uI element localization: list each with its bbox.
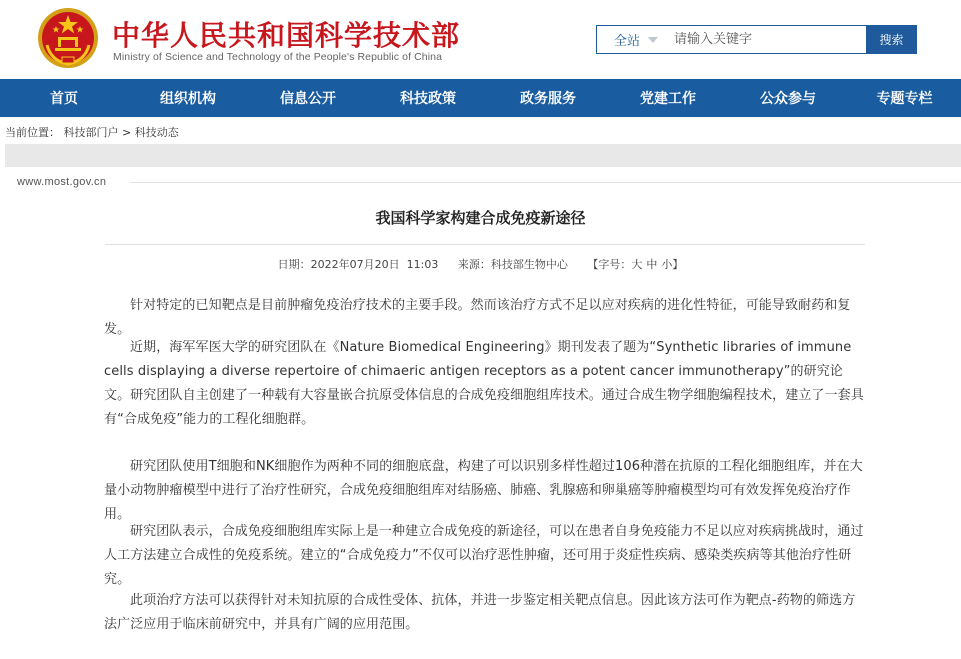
date-label: 日期： [277,258,311,271]
breadcrumb-link-portal[interactable]: 科技部门户 [63,126,119,139]
article-date [278,258,439,271]
nav-item-info-disclosure[interactable]: 信息公开 [280,91,336,107]
font-size-large-link[interactable]: 大 [631,258,643,271]
site-url-watermark: www.most.gov.cn [17,176,107,188]
site-header [0,0,961,79]
nav-item-party-building[interactable]: 党建工作 [640,91,696,107]
source-value: 科技部生物中心 [490,258,568,271]
divider [130,182,961,183]
search-button[interactable]: 搜索 [866,25,917,54]
search-scope-select[interactable] [596,25,667,54]
breadcrumb-link-news[interactable]: 科技动态 [134,126,179,139]
font-size-label: 【字号： [587,258,632,271]
font-size-end: 】 [672,258,684,271]
site-name-cn[interactable]: 中华人民共和国科学技术部 [112,19,461,52]
article-paragraph: 研究团队表示，合成免疫细胞组库实际上是一种建立合成免疫的新途径，可以在患者自身免疫能力不足以应对疾病挑战时，通过人工方法建立合成性的免疫系统。建立的“合成免疫力”不仅可以治疗恶性肿瘤，还可用于炎症性疾病、感染类疾病等其他治疗性研究。 [104,524,864,587]
font-size-medium-link[interactable]: 中 [646,258,658,271]
nav-item-organization[interactable]: 组织机构 [160,91,216,107]
font-size-control [587,258,683,271]
breadcrumb-separator: > [122,126,132,139]
nav-item-public-participation[interactable]: 公众参与 [760,91,816,107]
site-name-en: Ministry of Science and Technology of the People's Republic of China [113,51,443,63]
chevron-down-icon [648,37,658,43]
article-paragraph: 针对特定的已知靶点是目前肿瘤免疫治疗技术的主要手段。然而该治疗方式不足以应对疾病的进化性特征，可能导致耐药和复发。 [104,298,851,337]
search-input[interactable] [666,25,867,54]
breadcrumb [5,124,179,140]
breadcrumb-label: 当前位置： [5,126,60,139]
nav-item-home[interactable]: 首页 [50,91,78,107]
font-size-small-link[interactable]: 小 [661,258,673,271]
divider [105,244,865,245]
nav-item-services[interactable]: 政务服务 [520,91,576,107]
article-paragraph: 近期，海军军医大学的研究团队在《Nature Biomedical Engineering》期刊发表了题为“Synthetic libraries of immune cells displaying a diverse repertoire of chimaeric antigen receptors as a potent cancer immunotherapy”的研究论文。研究团队自主创建了一种载有大容量嵌合抗原受体信息的合成免疫细胞组库技术。通过合成生物学细胞编程技术，建立了一套具有“合成免疫”能力的工程化细胞群。 [104,340,864,427]
article-paragraph: 此项治疗方法可以获得针对未知抗原的合成性受体、抗体，并进一步鉴定相关靶点信息。因此该方法可作为靶点-药物的筛选方法广泛应用于临床前研究中，并具有广阔的应用范围。 [104,593,856,632]
main-nav [0,79,961,117]
article-paragraph: 研究团队使用T细胞和NK细胞作为两种不同的细胞底盘，构建了可以识别多样性超过106种潜在抗原的工程化细胞组库，并在大量小动物肿瘤模型中进行了治疗性研究，合成免疫细胞组库对结肠癌、肺癌、乳腺癌和卵巢癌等肿瘤模型均可有效发挥免疫治疗作用。 [104,459,863,522]
nav-item-special-topics[interactable]: 专题专栏 [876,91,933,107]
article-source [458,258,568,271]
date-value: 2022年07月20日 11:03 [310,258,439,271]
article-title: 我国科学家构建合成免疫新途径 [375,209,586,227]
search-scope-label: 全站 [614,34,641,49]
source-label: 来源： [457,258,491,271]
nav-item-policy[interactable]: 科技政策 [400,91,456,107]
national-emblem-icon[interactable] [37,7,99,69]
article-meta [0,256,961,272]
